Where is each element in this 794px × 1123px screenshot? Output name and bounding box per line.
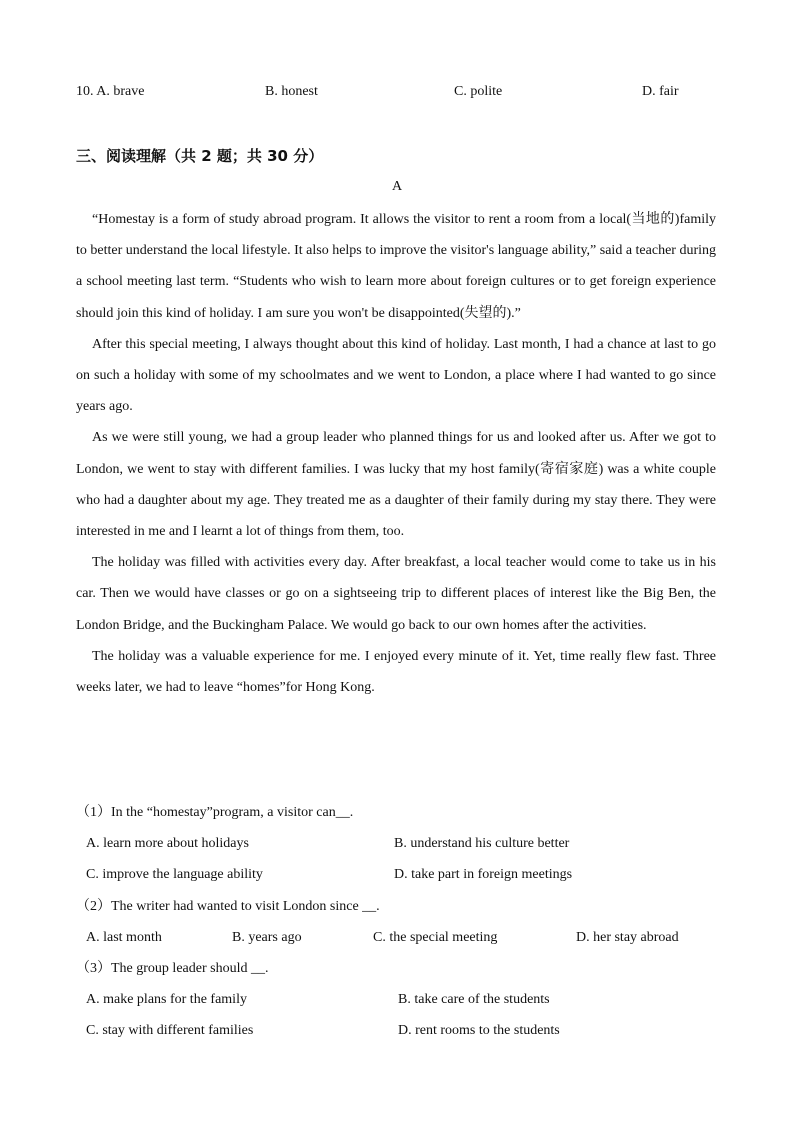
question-2-option-b: B. years ago — [232, 929, 302, 945]
passage-paragraph: The holiday was filled with activities every day. After breakfast, a local teacher would come to take us in his car. Then we would have classes or go on a sightseeing trip to different places of interest like the Big Ben, the London Bridge, and the Buckingham Palace. We would go back to our own homes after the activities. — [76, 555, 716, 633]
passage-paragraph: After this special meeting, I always thought about this kind of holiday. Last month, I had a chance at last to go on such a holiday with some of my schoolmates and we went to London, a place where I had wanted to go since years ago. — [76, 336, 716, 415]
question-10-option-d: D. fair — [642, 84, 679, 99]
question-1-option-b: B. understand his culture better — [394, 836, 570, 852]
question-1-stem: （1）In the “homestay”program, a visitor can__. — [76, 805, 354, 820]
question-3-options-row-2 — [76, 1015, 716, 1046]
question-1-option-c: C. improve the language ability — [86, 867, 263, 883]
question-2-option-a: A. last month — [86, 929, 162, 945]
question-3-option-b: B. take care of the students — [398, 992, 550, 1008]
passage-paragraph: As we were still young, we had a group leader who planned things for us and looked after us. After we got to London, we went to stay with different families. I was lucky that my host family(寄宿家庭) was a white couple who had a daughter about my age. They treated me as a daughter of their family during my stay there. They were interested in me and I learnt a lot of things from them, too. — [76, 430, 716, 540]
question-3-options-row-1 — [76, 984, 716, 1015]
passage-paragraph: The holiday was a valuable experience for me. I enjoyed every minute of it. Yet, time really flew fast. Three weeks later, we had to leave “homes”for Hong Kong. — [76, 648, 716, 696]
question-10-option-a: 10. A. brave — [76, 84, 145, 99]
question-2-options-row — [76, 922, 716, 953]
question-2-stem: （2）The writer had wanted to visit London since __. — [76, 898, 380, 914]
question-1-option-d: D. take part in foreign meetings — [394, 867, 573, 883]
question-1-option-a: A. learn more about holidays — [86, 836, 249, 852]
section-heading: 三、阅读理解（共 2 题；共 30 分） — [76, 147, 324, 165]
passage-paragraph: “Homestay is a form of study abroad program. It allows the visitor to rent a room from a local(当地的)family to better understand the local lifestyle. It also helps to improve the visitor's language ability,” said a teacher during a school meeting last term. “Students who wish to learn more about foreign cultures or to get foreign experience should join this kind of holiday. I am sure you won't be disappointed(失望的).” — [76, 212, 716, 321]
reading-passage — [76, 204, 716, 703]
question-10-options — [76, 84, 716, 104]
question-3-option-a: A. make plans for the family — [86, 992, 247, 1008]
passage-title: A — [391, 179, 403, 194]
question-1-options-row-2 — [76, 859, 716, 890]
question-3-stem: （3）The group leader should __. — [76, 960, 269, 976]
question-2-option-c: C. the special meeting — [373, 929, 498, 945]
question-10-option-b: B. honest — [265, 84, 318, 99]
question-3-option-c: C. stay with different families — [86, 1023, 254, 1039]
question-2-option-d: D. her stay abroad — [576, 929, 679, 945]
question-1-options-row-1 — [76, 828, 716, 859]
question-3-option-d: D. rent rooms to the students — [398, 1023, 560, 1039]
question-10-option-c: C. polite — [454, 84, 503, 99]
question-list — [76, 797, 716, 1047]
